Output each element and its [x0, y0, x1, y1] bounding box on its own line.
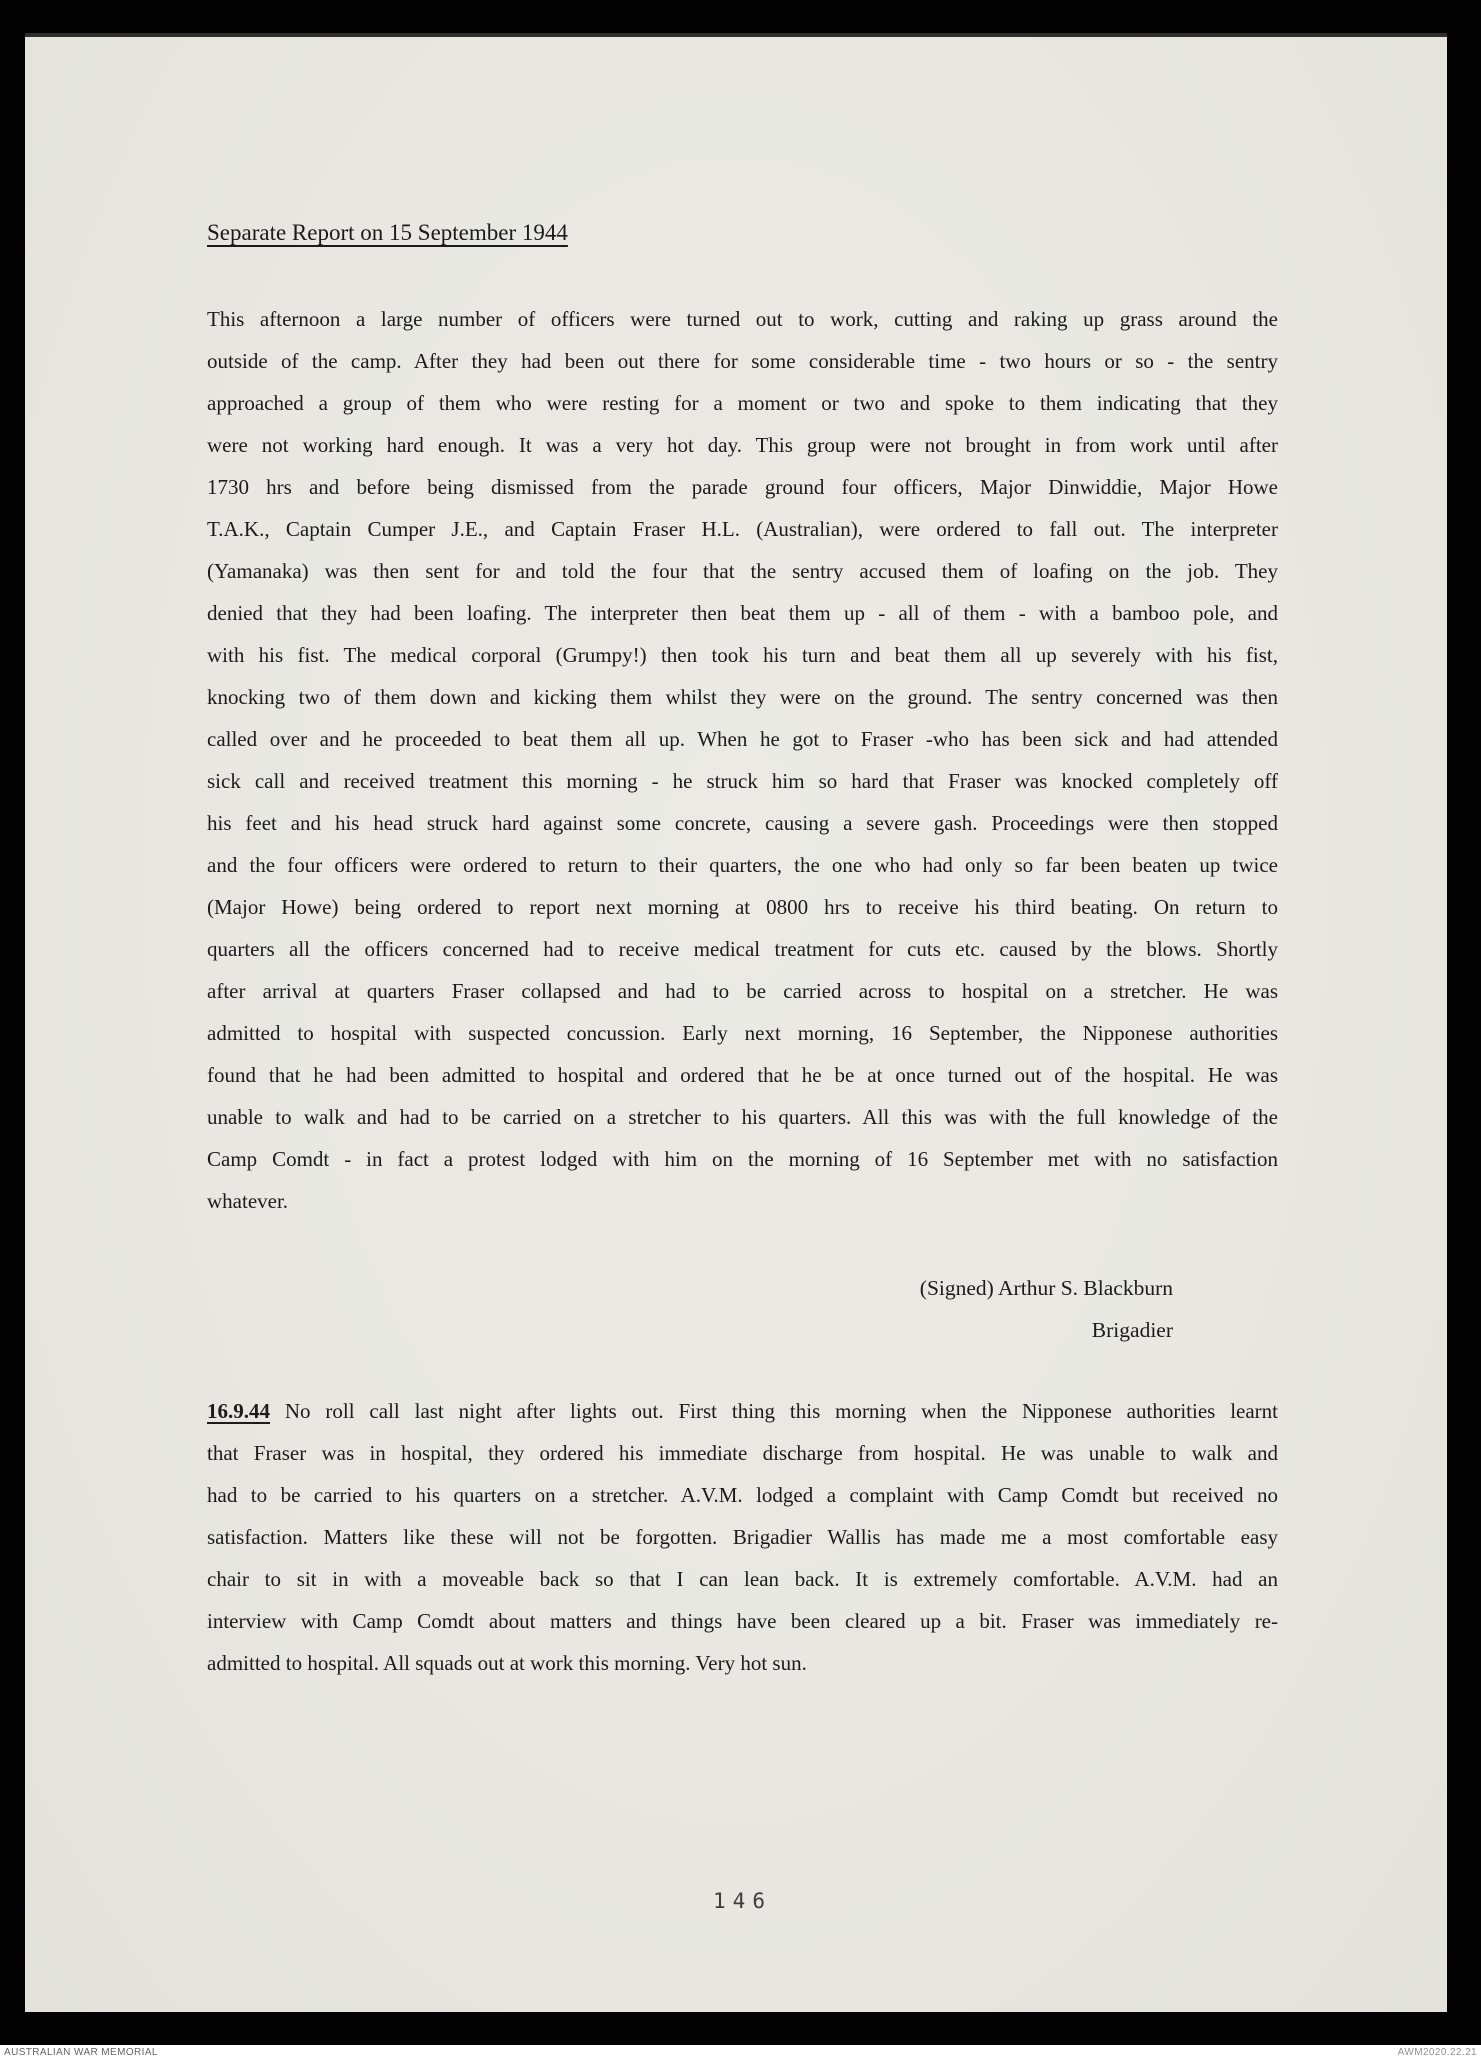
text-line: This afternoon a large number of officers were turned out to work, cutting and raking up grass around the — [207, 307, 1278, 331]
text-line: quarters all the officers concerned had to receive medical treatment for cuts etc. caused by the blows. Shortly — [207, 937, 1278, 961]
archive-institution-label: AUSTRALIAN WAR MEMORIAL — [4, 2047, 158, 2058]
report-paragraph — [207, 298, 1278, 1222]
report-title-text: Separate Report on 15 September 1944 — [207, 220, 568, 245]
text-line: that Fraser was in hospital, they ordered his immediate discharge from hospital. He was unable to walk and — [207, 1441, 1278, 1465]
text-line: 1730 hrs and before being dismissed from the parade ground four officers, Major Dinwiddie, Major Howe — [207, 475, 1278, 499]
text-line: (Yamanaka) was then sent for and told the four that the sentry accused them of loafing on the job. They — [207, 559, 1278, 583]
text-line: his feet and his head struck hard against some concrete, causing a severe gash. Proceedings were then stopped — [207, 811, 1278, 835]
text-line: had to be carried to his quarters on a stretcher. A.V.M. lodged a complaint with Camp Comdt but received no — [207, 1483, 1278, 1507]
text-line: were not working hard enough. It was a very hot day. This group were not brought in from work until after — [207, 433, 1278, 457]
report-title — [207, 218, 1278, 248]
text-line: and the four officers were ordered to return to their quarters, the one who had only so far been beaten up twice — [207, 853, 1278, 877]
text-line: outside of the camp. After they had been out there for some considerable time - two hours or so - the sentry — [207, 349, 1278, 373]
text-line: unable to walk and had to be carried on a stretcher to his quarters. All this was with the full knowledge of the — [207, 1105, 1278, 1129]
text-line: admitted to hospital with suspected concussion. Early next morning, 16 September, the Nipponese authorities — [207, 1021, 1278, 1045]
text-line: knocking two of them down and kicking them whilst they were on the ground. The sentry concerned was then — [207, 685, 1278, 709]
text-line: denied that they had been loafing. The interpreter then beat them up - all of them - with a bamboo pole, and — [207, 601, 1278, 625]
text-line: after arrival at quarters Fraser collapsed and had to be carried across to hospital on a stretcher. He was — [207, 979, 1278, 1003]
entry-first-line-text: No roll call last night after lights out. First thing this morning when the Nipponese authorities learnt — [284, 1399, 1278, 1423]
signature-name: (Signed) Arthur S. Blackburn — [919, 1276, 1173, 1300]
archive-reference-number: AWM2020.22.21 — [1397, 2047, 1477, 2058]
page-number: 146 — [713, 1889, 772, 1913]
text-line: interview with Camp Comdt about matters and things have been cleared up a bit. Fraser was immediately re- — [207, 1609, 1278, 1633]
text-line: sick call and received treatment this morning - he struck him so hard that Fraser was knocked completely off — [207, 769, 1278, 793]
text-line: found that he had been admitted to hospital and ordered that he be at once turned out of the hospital. He was — [207, 1063, 1278, 1087]
diary-entry — [207, 1390, 1278, 1684]
text-line: chair to sit in with a moveable back so that I can lean back. It is extremely comfortable. A.V.M. had an — [207, 1567, 1278, 1591]
signature-rank: Brigadier — [1091, 1318, 1173, 1342]
text-line: approached a group of them who were resting for a moment or two and spoke to them indicating that they — [207, 391, 1278, 415]
text-line: whatever. — [207, 1189, 289, 1213]
document-page — [25, 33, 1447, 2012]
text-line: admitted to hospital. All squads out at work this morning. Very hot sun. — [207, 1651, 807, 1675]
text-line: with his fist. The medical corporal (Grumpy!) then took his turn and beat them all up severely with his fist, — [207, 643, 1278, 667]
text-line: Camp Comdt - in fact a protest lodged with him on the morning of 16 September met with no satisfaction — [207, 1147, 1278, 1171]
text-line: T.A.K., Captain Cumper J.E., and Captain Fraser H.L. (Australian), were ordered to fall out. The interpreter — [207, 517, 1278, 541]
diary-entry-lines — [207, 1432, 1278, 1684]
entry-date: 16.9.44 — [207, 1399, 270, 1423]
diary-entry-first-line — [207, 1390, 1278, 1432]
archive-footer-bar — [0, 2045, 1481, 2061]
signature-block — [207, 1267, 1173, 1351]
text-line: satisfaction. Matters like these will not be forgotten. Brigadier Wallis has made me a most comfortable easy — [207, 1525, 1278, 1549]
text-line: called over and he proceeded to beat them all up. When he got to Fraser -who has been sick and had attended — [207, 727, 1278, 751]
text-line: (Major Howe) being ordered to report next morning at 0800 hrs to receive his third beating. On return to — [207, 895, 1278, 919]
